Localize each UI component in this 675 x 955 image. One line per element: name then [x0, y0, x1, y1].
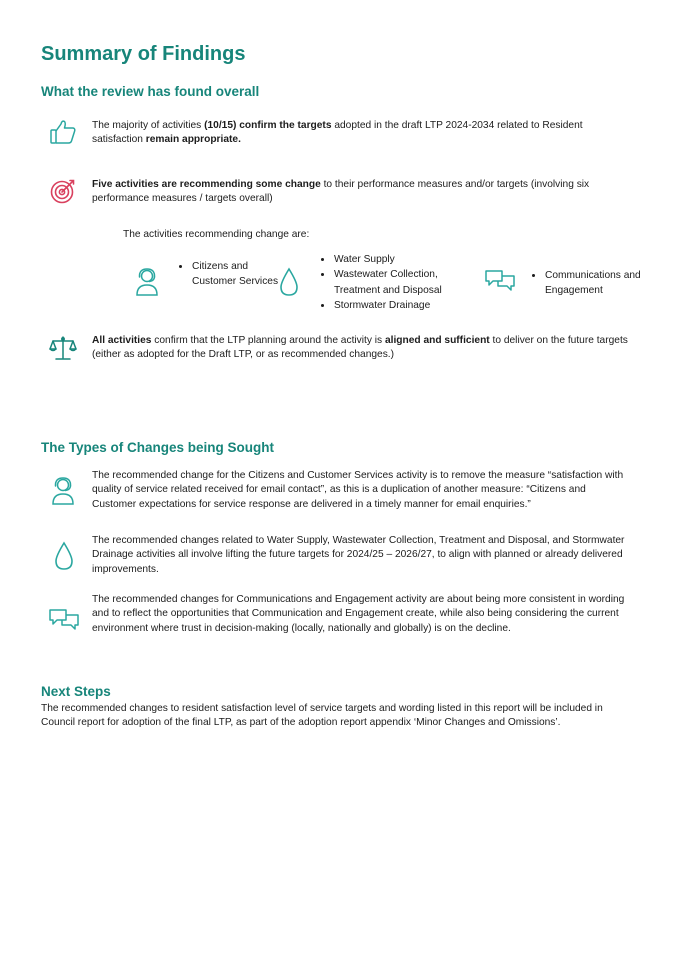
list-item: • Communications and Engagement: [544, 268, 654, 299]
list-item: • Stormwater Drainage: [333, 298, 483, 313]
chat-bubbles-icon: [484, 268, 516, 299]
scales-icon: [49, 334, 77, 367]
activity-list-water: [320, 252, 483, 313]
person-headset-icon: [133, 266, 161, 303]
activity-list-communications: [531, 268, 654, 299]
activity-list-customer-services: [178, 259, 281, 290]
finding-aligned-sufficient: All activities confirm that the LTP planning around the activity is aligned and sufficient to deliver on the future targets (either as adopted for the Draft LTP, or as recommended changes.): [92, 335, 628, 361]
change-water-services: The recommended changes related to Water Supply, Wastewater Collection, Treatment and Disposal, and Stormwater Drainage activities all involve lifting the future targets for 2024/25 – 2026/27, to align with planned or already delivered improvements.: [92, 535, 625, 575]
section-heading-next-steps: Next Steps: [41, 684, 111, 699]
list-item: • Water Supply: [333, 252, 483, 267]
page-title: Summary of Findings: [41, 43, 246, 65]
water-drop-icon: [53, 540, 75, 577]
section-heading-overall: What the review has found overall: [41, 84, 260, 99]
next-steps-text: The recommended changes to resident satisfaction level of service targets and wording listed in this report will be included in Council report for adoption of the final LTP, as part of the adoption report appendix ‘Minor Changes and Omissions’.: [41, 703, 603, 729]
target-icon: [49, 177, 77, 210]
finding-some-change: Five activities are recommending some change to their performance measures and/or targets (involving six performance measures / targets overall): [92, 179, 590, 205]
change-customer-services: The recommended change for the Citizens and Customer Services activity is to remove the measure “satisfaction with quality of service related received for email contact”, as this is a duplication of another measure: “Citizens and Customer expectations for service response are delivered in a timely manner for email enquiries.”: [92, 470, 624, 510]
activities-intro: The activities recommending change are:: [123, 229, 310, 240]
chat-bubbles-icon: [48, 607, 80, 638]
section-heading-changes: The Types of Changes being Sought: [41, 440, 275, 455]
change-communications: The recommended changes for Communications and Engagement activity are about being more consistent in wording and to reflect the opportunities that Communication and Engagement create, while also being considering the current environment where trust in decision-making (locally, nationally and globally) is on the decline.: [92, 594, 625, 634]
list-item: • Citizens and Customer Services: [191, 259, 281, 290]
water-drop-icon: [278, 266, 300, 303]
finding-confirm-targets: The majority of activities (10/15) confirm the targets adopted in the draft LTP 2024-2034 related to Resident satisfaction remain appropriate.: [92, 120, 583, 146]
thumbs-up-icon: [49, 118, 77, 151]
list-item: • Wastewater Collection, Treatment and Disposal: [333, 267, 483, 298]
person-headset-icon: [49, 475, 77, 512]
